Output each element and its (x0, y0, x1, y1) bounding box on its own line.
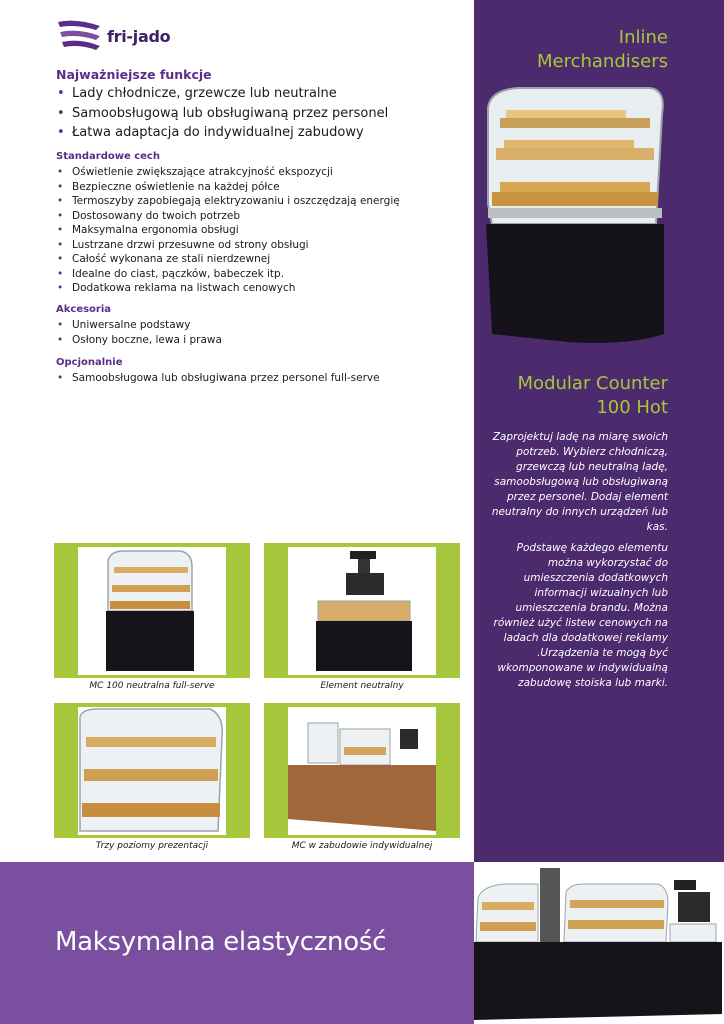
features-main-heading: Najważniejsze funkcje (56, 67, 212, 82)
tile-caption: MC w zabudowie indywidualnej (264, 838, 460, 855)
list-item: • Lustrzane drzwi przesuwne od strony obsługi (56, 238, 400, 253)
brand-name: fri-jado (107, 27, 171, 46)
list-item: • Uniwersalne podstawy (56, 318, 222, 333)
accessories-list (56, 318, 222, 347)
list-item: • Oświetlenie zwiększające atrakcyjność ekspozycji (56, 165, 400, 180)
product-photo (288, 707, 436, 835)
bottom-title: Maksymalna elastyczność (55, 927, 387, 957)
features-main-list (56, 84, 388, 143)
tile-caption: Trzy poziomy prezentacji (54, 838, 250, 855)
list-item: • Lady chłodnicze, grzewcze lub neutralne (56, 84, 388, 104)
list-item: • Dostosowany do twoich potrzeb (56, 209, 400, 224)
list-item: • Osłony boczne, lewa i prawa (56, 333, 222, 348)
accessories-heading: Akcesoria (56, 304, 112, 315)
product-photo (288, 547, 436, 675)
list-item: • Dodatkowa reklama na listwach cenowych (56, 281, 400, 296)
tile-caption: Element neutralny (264, 678, 460, 695)
inline-merchandisers-title (537, 26, 668, 74)
title-line: Modular Counter (517, 373, 668, 394)
product-tile (54, 703, 250, 855)
list-item: • Łatwa adaptacja do indywidualnej zabudowy (56, 123, 388, 143)
optional-list (56, 371, 380, 386)
list-item: • Bezpieczne oświetlenie na każdej półce (56, 180, 400, 195)
list-item: • Samoobsługową lub obsługiwaną przez personel (56, 104, 388, 124)
tile-caption: MC 100 neutralna full-serve (54, 678, 250, 695)
title-line: Merchandisers (536, 51, 668, 72)
product-photo (78, 707, 226, 835)
standard-list (56, 165, 400, 296)
list-item: • Maksymalna ergonomia obsługi (56, 223, 400, 238)
product-photo (78, 547, 226, 675)
frijado-swoosh-icon (56, 18, 104, 52)
product-tile (54, 543, 250, 695)
list-item: • Idealne do ciast, pączków, babeczek itp. (56, 267, 400, 282)
title-line: 100 Hot (596, 397, 668, 418)
title-line: Inline (618, 27, 668, 48)
product-tile (264, 543, 460, 695)
description-paragraph: Zaprojektuj ladę na miarę swoich potrzeb. Wybierz chłodniczą, grzewczą lub neutralną ladę, samoobsługową lub obsługiwaną przez personel. Dodaj element neutralny do innych urządzeń lub kas. (491, 431, 668, 533)
modular-counter-title (518, 372, 668, 420)
hero-product-image (478, 84, 674, 346)
list-item: • Termoszyby zapobiegają elektryzowaniu i oszczędzają energię (56, 194, 400, 209)
description-paragraph: Podstawę każdego elementu można wykorzystać do umieszczenia dodatkowych informacji wizualnych lub umieszczenia brandu. Można również użyć listew cenowych na ladach dla dodatkowej reklamy .Urządzenia te mogą być wkomponowane w indywidualną zabudowę stoiska lub marki. (493, 542, 668, 689)
bottom-product-photo (474, 862, 724, 1024)
list-item: • Całość wykonana ze stali nierdzewnej (56, 252, 400, 267)
product-tile (264, 703, 460, 855)
optional-heading: Opcjonalnie (56, 357, 123, 368)
list-item: • Samoobsługowa lub obsługiwana przez personel full-serve (56, 371, 380, 386)
standard-heading: Standardowe cech (56, 151, 160, 162)
